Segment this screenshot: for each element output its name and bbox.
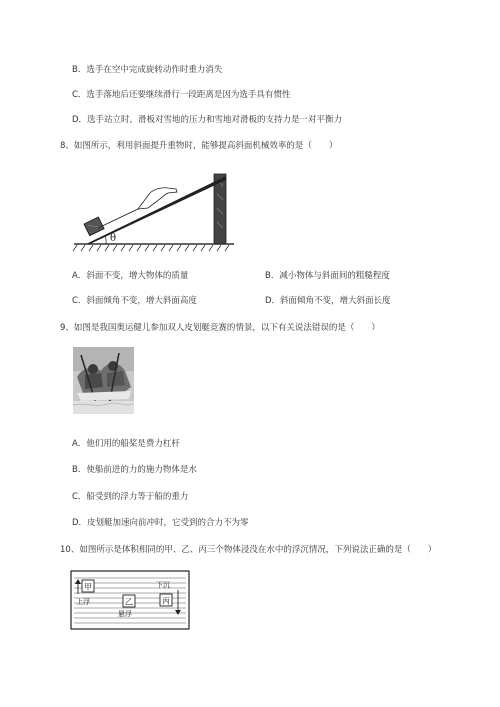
- label-down: 下沉: [156, 581, 170, 589]
- q9-option-b: B．使船前进的力的施力物体是水: [72, 465, 197, 475]
- q10-stem: 10、如图所示是体积相同的甲、乙、丙三个物体浸没在水中的浮沉情况，下列说法正确的是（ ）: [60, 545, 437, 555]
- label-yi: 乙: [125, 597, 133, 607]
- label-jia: 甲: [84, 582, 92, 592]
- incline-figure: [72, 168, 242, 254]
- incline-plane: [86, 176, 226, 244]
- q9-option-d: D．皮划艇加速向前冲时，它受到的合力不为零: [72, 518, 249, 528]
- q9-option-c: C．船受到的浮力等于船的重力: [72, 492, 189, 502]
- label-suspend: 悬浮: [118, 610, 132, 618]
- q7-option-d: D．选手站立时，滑板对雪地的压力和雪地对滑板的支持力是一对平衡力: [72, 115, 343, 125]
- q9-stem: 9、如图是我国奥运健儿参加双人皮划艇竞赛的情景，以下有关说法错误的是（ ）: [60, 323, 380, 333]
- q8-option-b: B．减小物体与斜面间的粗糙程度: [265, 271, 390, 281]
- q7-option-b: B．选手在空中完成旋转动作时重力消失: [72, 65, 223, 75]
- canoe-photo: [73, 347, 134, 414]
- pull-rope: [98, 209, 138, 228]
- q7-option-c: C．选手落地后还要继续滑行一段距离是因为选手具有惯性: [72, 90, 291, 100]
- label-up: 上浮: [76, 598, 90, 606]
- q8-option-a: A．斜面不变，增大物体的质量: [72, 271, 189, 281]
- label-bing: 丙: [162, 596, 170, 606]
- ground-hatching: [73, 244, 234, 251]
- q9-option-a: A．他们用的船桨是费力杠杆: [72, 439, 180, 449]
- q8-option-c: C．斜面倾角不变，增大斜面高度: [72, 296, 197, 306]
- angle-label: θ: [110, 233, 117, 244]
- buoyancy-figure: [70, 570, 190, 630]
- q8-stem: 8、如图所示，利用斜面提升重物时，能够提高斜面机械效率的是（ ）: [60, 141, 338, 151]
- q8-option-d: D．斜面倾角不变，增大斜面长度: [265, 296, 391, 306]
